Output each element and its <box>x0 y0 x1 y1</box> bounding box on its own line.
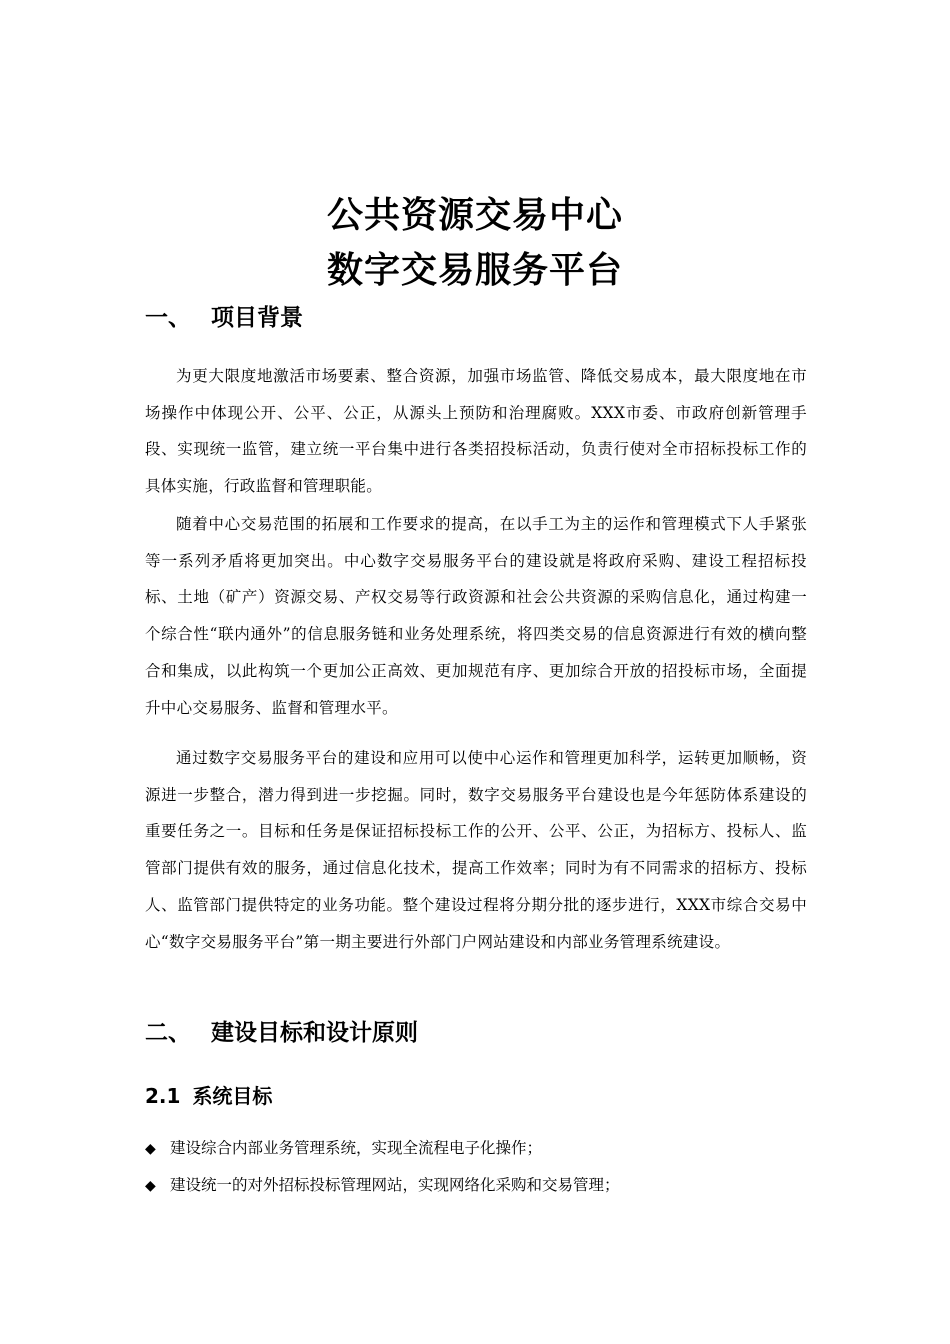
paragraph-1: 为更大限度地激活市场要素、整合资源，加强市场监管、降低交易成本，最大限度地在市场操作中体现公开、公平、公正，从源头上预防和治理腐败。XXX市委、市政府创新管理手段、实现统一监管，建立统一平台集中进行各类招投标活动，负责行使对全市招标投标工作的具体实施，行政监督和管理职能。 <box>145 367 807 496</box>
diamond-bullet-icon: ◆ <box>145 1141 156 1157</box>
subsection-2-1-title: 系统目标 <box>192 1084 273 1108</box>
subsection-2-1-heading <box>145 1081 272 1111</box>
paragraph-3: 通过数字交易服务平台的建设和应用可以使中心运作和管理更加科学，运转更加顺畅，资源进一步整合，潜力得到进一步挖掘。同时，数字交易服务平台建设也是今年惩防体系建设的重要任务之一。目标和任务是保证招标投标工作的公开、公平、公正，为招标方、投标人、监管部门提供有效的服务，通过信息化技术，提高工作效率；同时为有不同需求的招标方、投标人、监管部门提供特定的业务功能。整个建设过程将分期分批的逐步进行，XXX市综合交易中心“数字交易服务平台”第一期主要进行外部门户网站建设和内部业务管理系统建设。 <box>145 749 807 951</box>
list-item-text: 建设统一的对外招标投标管理网站，实现网络化采购和交易管理； <box>170 1176 620 1194</box>
list-item-text: 建设综合内部业务管理系统，实现全流程电子化操作； <box>170 1139 543 1157</box>
list-item <box>145 1167 807 1204</box>
section-2-title: 建设目标和设计原则 <box>211 1020 418 1046</box>
subsection-2-1-number: 2.1 <box>145 1084 181 1108</box>
section-2-number: 二、 <box>145 1020 191 1046</box>
section-2-heading <box>145 1017 418 1049</box>
section-1-title: 项目背景 <box>211 305 303 331</box>
section-1-number: 一、 <box>145 305 191 331</box>
document-title-line-2: 数字交易服务平台 <box>326 250 623 291</box>
diamond-bullet-icon: ◆ <box>145 1178 156 1194</box>
document-title-line-1: 公共资源交易中心 <box>326 195 623 236</box>
paragraph-2: 随着中心交易范围的拓展和工作要求的提高，在以手工为主的运作和管理模式下人手紧张等一系列矛盾将更加突出。中心数字交易服务平台的建设就是将政府采购、建设工程招标投标、土地（矿产）资源交易、产权交易等行政资源和社会公共资源的采购信息化，通过构建一个综合性“联内通外”的信息服务链和业务处理系统，将四类交易的信息资源进行有效的横向整合和集成，以此构筑一个更加公正高效、更加规范有序、更加综合开放的招投标市场，全面提升中心交易服务、监督和管理水平。 <box>145 515 807 717</box>
section-1-heading <box>145 302 303 334</box>
system-goals-list <box>145 1130 807 1204</box>
list-item <box>145 1130 807 1167</box>
